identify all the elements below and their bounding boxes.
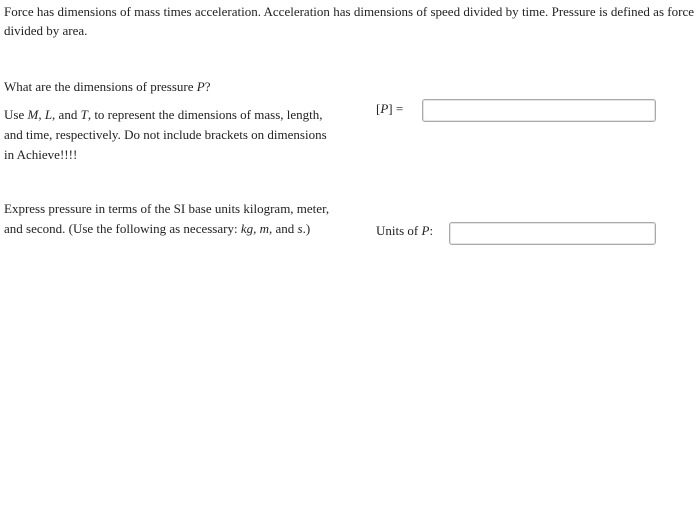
units-answer-input[interactable] (449, 222, 656, 245)
dimensions-question: What are the dimensions of pressure P? (4, 79, 211, 94)
units-answer-label: Units of P: (376, 223, 434, 238)
dimensions-answer-label: [P] = (376, 101, 404, 116)
dimensions-instructions: Use M, L, and T, to represent the dimensions of mass, length, and time, respectively. Do not include brackets on dimensions in Achieve!!!! (4, 107, 327, 162)
dimensions-answer-input[interactable] (422, 99, 656, 122)
units-instructions: Express pressure in terms of the SI base units kilogram, meter, and second. (Use the following as necessary: kg, m, and s.) (4, 201, 330, 236)
problem-statement: Force has dimensions of mass times acceleration. Acceleration has dimensions of speed divided by time. Pressure is defined as force divided by area. (4, 4, 694, 38)
